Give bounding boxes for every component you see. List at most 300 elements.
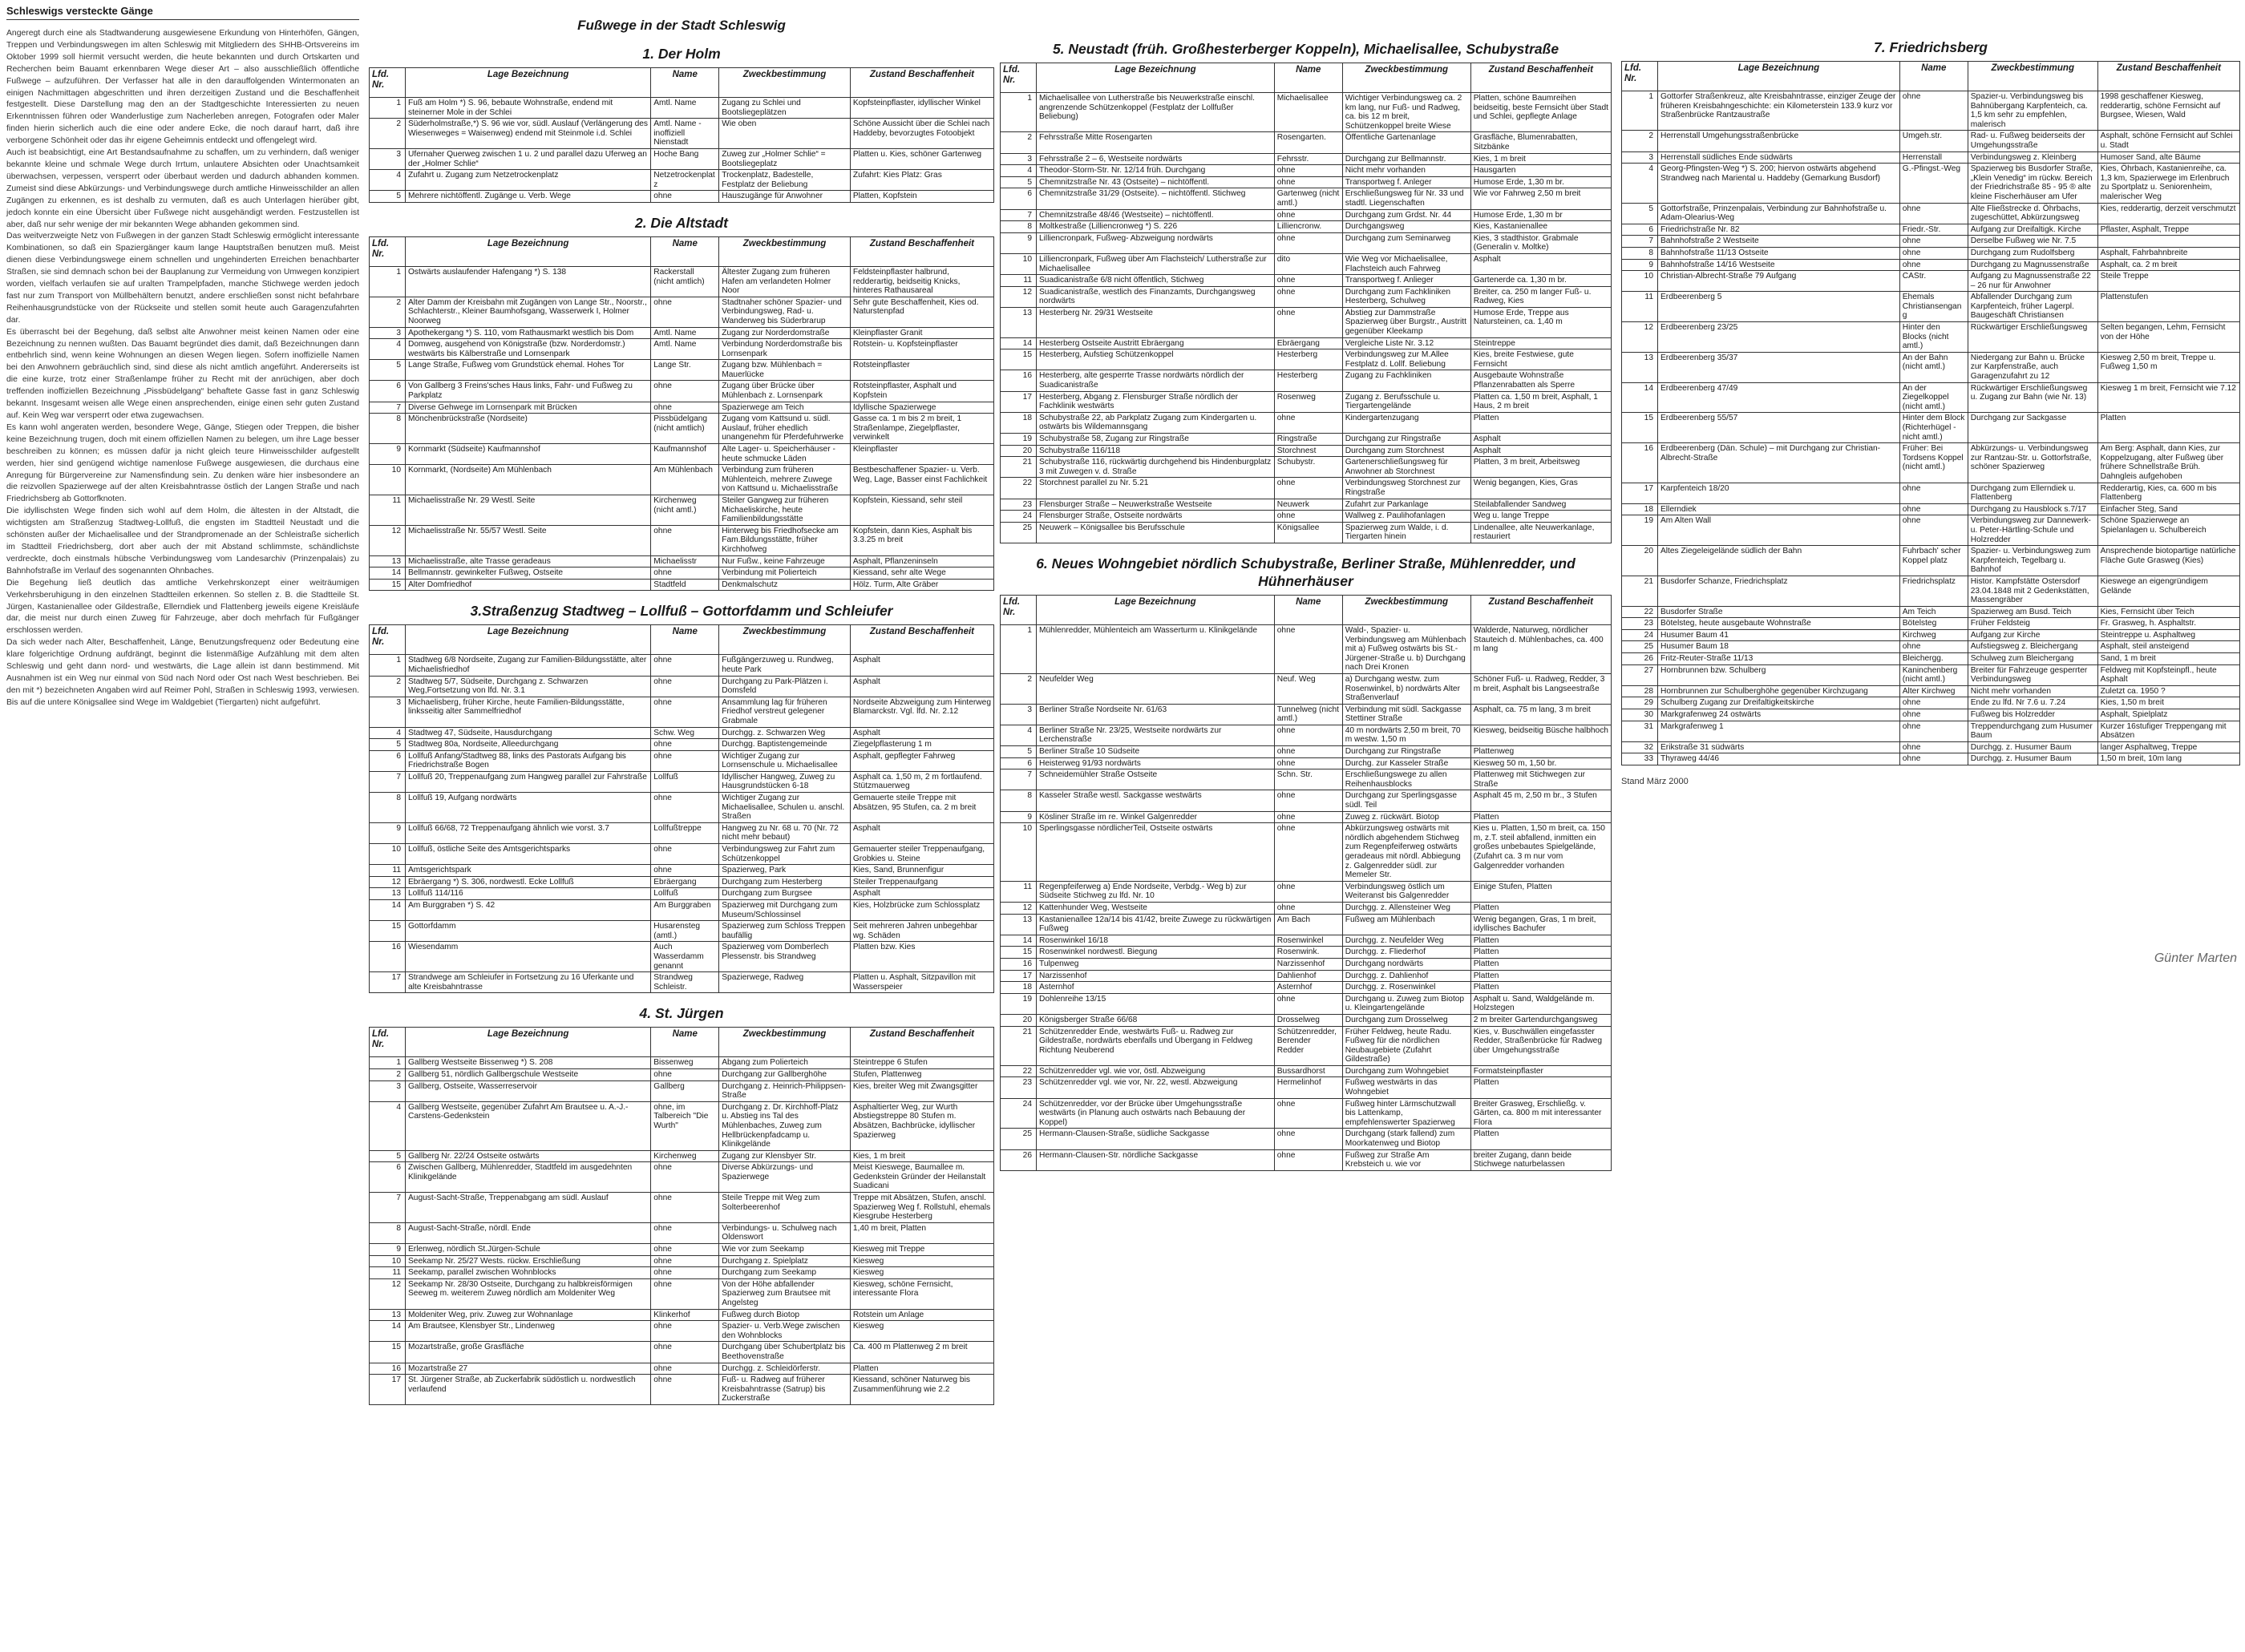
cell-lage: Georg-Pfingsten-Weg *) S. 200; hiervon ostwärts abgehend Strandweg nach Mariental u. Haddeby (Gemarkung Busdorf) [1658,164,1900,203]
cell-nr: 2 [370,119,406,149]
table-row [370,1222,994,1243]
column-header-zweck: Zweckbestimmung [1968,62,2097,91]
cell-lage: Am Brautsee, Klensbyer Str., Lindenweg [406,1321,651,1342]
cell-name: ohne [651,1363,719,1375]
cell-nr: 3 [370,1080,406,1101]
cell-name: Lollfußtreppe [651,822,719,843]
cell-zweck: Alte Lager- u. Speicherhäuser - heute schmucke Läden [719,444,851,465]
cell-zweck: Durchgang zum Drosselweg [1342,1014,1470,1026]
cell-zweck: Abkürzungsweg ostwärts mit nördlich abgehendem Stichweg zum Regenpfeiferweg ostwärts geradeaus mit nördl. Abbiegung z. Galgenredder südl. zur Memeler Str. [1342,823,1470,882]
column-header-nr: Lfd. Nr. [370,1028,406,1057]
cell-zustand: Lindenallee, alte Neuwerkanlage, restauriert [1470,522,1611,543]
cell-nr: 9 [1622,259,1658,271]
table-row [370,888,994,900]
cell-zweck: Verbindungsweg östlich um Weiteranst bis Galgenredder [1342,881,1470,902]
cell-lage: Altes Ziegeleigelände südlich der Bahn [1658,546,1900,576]
cell-lage: Michaelisstraße, alte Trasse geradeaus [406,555,651,567]
cell-name: ohne [1899,741,1968,753]
column-header-lage: Lage Bezeichnung [1037,595,1275,624]
cell-lage: St. Jürgener Straße, ab Zuckerfabrik südöstlich u. nordwestlich verlaufend [406,1375,651,1405]
cell-lage: Bahnhofstraße 2 Westseite [1658,236,1900,248]
cell-name: ohne [1899,503,1968,515]
cell-nr: 17 [1622,483,1658,503]
cell-nr: 5 [1001,176,1037,188]
cell-lage: Schulberg Zugang zur Dreifaltigkeitskirche [1658,697,1900,709]
cell-name: ohne [651,655,719,676]
section-st-juergen [369,1004,994,1405]
cell-zweck: Transportweg f. Anleger [1342,176,1470,188]
table-row [370,1057,994,1069]
cell-zweck: Durchgg. z. Schleidörferstr. [719,1363,851,1375]
cell-zustand: Selten begangen, Lehm, Fernsicht von der Höhe [2097,322,2239,353]
cell-name: ohne [1274,811,1342,823]
cell-lage: Lollfuß 114/116 [406,888,651,900]
table-row [370,1255,994,1267]
table-row [370,1162,994,1193]
cell-lage: Hesterberg Nr. 29/31 Westseite [1037,307,1275,337]
cell-name: ohne [1899,236,1968,248]
cell-zweck: Aufstiegsweg z. Bleichergang [1968,641,2097,653]
cell-zweck: Nicht mehr vorhanden [1342,165,1470,177]
cell-zustand: Walderde, Naturweg, nördlicher Stauteich d. Mühlenbaches, ca. 400 m lang [1470,624,1611,673]
cell-zweck: Durchgang zum Hesterberg [719,876,851,888]
cell-lage: Lilliencronpark, Fußweg- Abzweigung nordwärts [1037,232,1275,253]
cell-name: Storchnest [1274,445,1342,457]
cell-lage: Friedrichstraße Nr. 82 [1658,224,1900,236]
cell-zweck: a) Durchgang westw. zum Rosenwinkel, b) nordwärts Alter Straßenverlauf [1342,673,1470,704]
cell-name: Kaninchenberg (nicht amtl.) [1899,664,1968,685]
cell-zustand: Kies, 3 stadthistor. Grabmale (Generalin v. Moltke) [1470,232,1611,253]
cell-zweck: Spazierweg zum Schloss Treppen baufällig [719,921,851,942]
cell-zustand: Kiesweg [850,1321,993,1342]
cell-zustand: Asphalt 45 m, 2,50 m br., 3 Stufen [1470,790,1611,811]
cell-zustand: Zuletzt ca. 1950 ? [2097,685,2239,697]
cell-lage: Asternhof [1037,982,1275,994]
table-row [1001,232,1612,253]
table-row [1622,606,2240,618]
cell-zustand: Kies, breite Festwiese, gute Fernsicht [1470,349,1611,370]
cell-lage: Neufelder Weg [1037,673,1275,704]
table-row [370,1267,994,1279]
cell-name: ohne [651,1321,719,1342]
cell-name: ohne [1274,1129,1342,1149]
table-row [1001,275,1612,287]
cell-zweck: Zuweg z. rückwärt. Biotop [1342,811,1470,823]
table-row [370,1309,994,1321]
table-row [1001,511,1612,523]
cell-zustand: Nordseite Abzweigung zum Hinterweg Blamarckstr. Vgl. lfd. Nr. 2.12 [850,697,993,727]
cell-nr: 1 [370,266,406,297]
cell-nr: 30 [1622,709,1658,721]
cell-zustand: Kiesweg, schöne Fernsicht, interessante Flora [850,1278,993,1309]
cell-zustand: Idyllische Spazierwege [850,402,993,414]
cell-name: Rosenweg [1274,391,1342,412]
cell-nr: 16 [370,1363,406,1375]
cell-zweck: Abkürzungs- u. Verbindungsweg zur Rantzau-Str. u. Gottorfstraße, schöner Spazierweg [1968,443,2097,483]
table-row [1001,811,1612,823]
footpath-table [1000,595,1612,1171]
column-header-name: Name [1899,62,1968,91]
cell-lage: Königsberger Straße 66/68 [1037,1014,1275,1026]
cell-nr: 28 [1622,685,1658,697]
cell-zustand: Platten [850,1363,993,1375]
table-row [370,697,994,727]
cell-nr: 7 [1001,769,1037,790]
cell-nr: 6 [1622,224,1658,236]
cell-zustand: Asphalt [850,727,993,739]
cell-name: ohne [651,793,719,823]
cell-zweck: Spazierweg vom Domberlech Plessenstr. bis Strandweg [719,942,851,972]
cell-nr: 10 [1622,271,1658,292]
cell-nr: 6 [370,750,406,771]
table-row [1622,515,2240,546]
cell-zustand: Gasse ca. 1 m bis 2 m breit, 1 Straßenlampe, Ziegelpflaster, verwinkelt [850,414,993,444]
cell-lage: Storchnest parallel zu Nr. 5.21 [1037,478,1275,499]
cell-zustand: Seit mehreren Jahren unbegehbar wg. Schäden [850,921,993,942]
cell-zustand: breiter Zugang, dann beide Stichwege naturbelassen [1470,1149,1611,1170]
table-row [1001,982,1612,994]
cell-lage: Schubystraße 22, ab Parkplatz Zugang zum Kindergarten u. ostwärts bis Wildemannsgang [1037,412,1275,433]
cell-name: ohne [1274,286,1342,307]
cell-nr: 8 [1001,221,1037,233]
cell-zustand: Rotsteinpflaster [850,360,993,381]
cell-lage: Tulpenweg [1037,958,1275,970]
cell-name: ohne [1274,1149,1342,1170]
cell-zweck: Wichtiger Verbindungsweg ca. 2 km lang, nur Fuß- und Radweg, ca. bis 12 m breit, Schützenkoppel breite Wiese [1342,93,1470,132]
cell-lage: Schneidemühler Straße Ostseite [1037,769,1275,790]
cell-nr: 22 [1001,1065,1037,1077]
cell-lage: Fehrsstraße 2 – 6, Westseite nordwärts [1037,153,1275,165]
cell-name: ohne [1274,746,1342,758]
cell-zustand: 2 m breiter Gartendurchgangsweg [1470,1014,1611,1026]
cell-nr: 15 [370,579,406,591]
column-header-lage: Lage Bezeichnung [406,236,651,266]
cell-lage: Bötelsteg, heute ausgebaute Wohnstraße [1658,618,1900,630]
cell-zweck: Denkmalschutz [719,579,851,591]
cell-zustand: Asphalt u. Sand, Waldgelände m. Holzstegen [1470,993,1611,1014]
table-row [1001,970,1612,982]
cell-lage: Hesterberg Ostseite Austritt Ebräergang [1037,337,1275,349]
cell-zweck: Schulweg zum Bleichergang [1968,653,2097,665]
cell-zweck: Zugang zu Fachkliniken [1342,370,1470,391]
cell-zweck: Histor. Kampfstätte Ostersdorf 23.04.1848 mit 2 Gedenkstätten, Massengräber [1968,576,2097,606]
cell-nr: 26 [1622,653,1658,665]
cell-name: ohne [1899,709,1968,721]
cell-lage: Erlenweg, nördlich St.Jürgen-Schule [406,1244,651,1256]
cell-nr: 17 [370,1375,406,1405]
table-row [1001,337,1612,349]
cell-nr: 24 [1001,511,1037,523]
cell-lage: Christian-Albrecht-Straße 79 Aufgang [1658,271,1900,292]
cell-zustand: Stufen, Plattenweg [850,1068,993,1080]
section-altstadt [369,214,994,591]
cell-lage: Chemnitzstraße Nr. 43 (Ostseite) – nichtöffentl. [1037,176,1275,188]
cell-lage: Alter Damm der Kreisbahn mit Zugängen von Lange Str., Noorstr., Schlachterstr., Kleiner Baumhofsgang, Wasserwerk I, Holmer Noorweg [406,297,651,327]
cell-zustand: Asphalt, Pflanzeninseln [850,555,993,567]
cell-lage: Diverse Gehwege im Lornsenpark mit Brücken [406,402,651,414]
cell-lage: Hesterberg, Aufstieg Schützenkoppel [1037,349,1275,370]
cell-nr: 7 [370,771,406,792]
cell-name: ohne [651,297,719,327]
cell-name: ohne [1274,790,1342,811]
table-row [1001,153,1612,165]
cell-lage: Strandwege am Schleiufer in Fortsetzung zu 16 Uferkante und alte Kreisbahntrasse [406,972,651,993]
cell-zustand: Ca. 400 m Plattenweg 2 m breit [850,1342,993,1363]
table-row [1622,151,2240,164]
cell-zweck: Aufgang zur Dreifaltigk. Kirche [1968,224,2097,236]
table-row [370,1278,994,1309]
cell-lage: Domweg, ausgehend von Königstraße (bzw. Norderdomstr.) westwärts bis Kälberstraße und Lornsenpark [406,339,651,360]
cell-zweck: Zugang vom Kattsund u. südl. Auslauf, früher ehedlich unangenehm für Pferdefuhrwerke [719,414,851,444]
cell-nr: 10 [1001,823,1037,882]
cell-zustand: Platten [1470,1129,1611,1149]
cell-zustand: Asphalt [850,655,993,676]
table-row [1622,685,2240,697]
cell-zweck: Durchgang zum Fachkliniken Hesterberg, Schulweg [1342,286,1470,307]
section-neues-wohngebiet [1000,555,1612,1171]
column-header-zustand: Zustand Beschaffenheit [850,625,993,655]
table-row [1622,382,2240,413]
cell-name: Kaufmannshof [651,444,719,465]
cell-zweck: Verbindungsweg zur Fahrt zum Schützenkoppel [719,844,851,865]
cell-zustand: Humoser Sand, alte Bäume [2097,151,2239,164]
cell-zweck: Durchgang zur Ringstraße [1342,746,1470,758]
cell-name: Am Burggraben [651,900,719,921]
table-row [1001,993,1612,1014]
table-row [370,1363,994,1375]
cell-zustand: Kurzer 16stufiger Treppengang mit Absätzen [2097,721,2239,741]
cell-nr: 13 [1001,914,1037,935]
table-row [1622,753,2240,765]
cell-nr: 15 [370,921,406,942]
cell-nr: 12 [370,525,406,555]
cell-zustand: Rotstein- u. Kopfsteinpflaster [850,339,993,360]
table-row [1001,914,1612,935]
cell-zweck: Durchgg. z. Husumer Baum [1968,753,2097,765]
cell-lage: Chemnitzstraße 31/29 (Ostseite). – nichtöffentl. Stichweg [1037,188,1275,209]
cell-nr: 7 [370,402,406,414]
cell-zweck: Durchgang zur Sperlingsgasse südl. Teil [1342,790,1470,811]
cell-zweck: Spazierweg, Park [719,865,851,877]
cell-name: Auch Wasserdamm genannt [651,942,719,972]
cell-lage: Stadtweg 80a, Nordseite, Alleedurchgang [406,739,651,751]
cell-zustand: Hausgarten [1470,165,1611,177]
table-row [1001,725,1612,745]
cell-zweck: Wie oben [719,119,851,149]
cell-zweck: Spazierweg bis Busdorfer Straße, „Klein Venedig“ im rückw. Bereich der Friedrichstraße 85 - 95 ® alte kleine Fischerhäuser am Ufer [1968,164,2097,203]
cell-zustand: Kiesweg 2,50 m breit, Treppe u. Fußweg 1,50 m [2097,352,2239,382]
cell-nr: 17 [1001,391,1037,412]
cell-lage: Fritz-Reuter-Straße 11/13 [1658,653,1900,665]
cell-lage: Erdbeerenberg 5 [1658,292,1900,322]
cell-lage: Von Gallberg 3 Freins'sches Haus links, Fahr- und Fußweg zu Parkplatz [406,381,651,402]
cell-zweck: Hauszugänge für Anwohner [719,191,851,203]
cell-zustand: Platten [1470,970,1611,982]
table-row [1622,292,2240,322]
cell-nr: 22 [1622,606,1658,618]
cell-zustand: Platten, 3 m breit, Arbeitsweg [1470,457,1611,478]
cell-zweck: Abgang zum Polierteich [719,1057,851,1069]
table-row [370,822,994,843]
cell-zweck: Abfallender Durchgang zum Karpfenteich, früher Lagerpl. Baugeschäft Christiansen [1968,292,2097,322]
table-row [1001,286,1612,307]
table-row [1622,503,2240,515]
cell-zweck: Durchgangsweg [1342,221,1470,233]
cell-zustand: Kleinpflaster Granit [850,327,993,339]
cell-name: ohne [1274,209,1342,221]
cell-nr: 32 [1622,741,1658,753]
cell-name: Pissbüdelgang (nicht amtlich) [651,414,719,444]
cell-zustand: Platten [1470,935,1611,947]
section-title: 3.Straßenzug Stadtweg – Lollfuß – Gottorfdamm und Schleiufer [470,603,893,620]
cell-nr: 9 [370,444,406,465]
cell-zustand: Kopfstein, dann Kies, Asphalt bis 3.3.25 m breit [850,525,993,555]
cell-name: Dahlienhof [1274,970,1342,982]
cell-lage: Busdorfer Straße [1658,606,1900,618]
cell-nr: 14 [1001,935,1037,947]
cell-zustand: Asphaltierter Weg, zur Wurth Abstiegstreppe 80 Stufen m. Absätzen, Bachbrücke, idyllischer Spazierweg [850,1101,993,1150]
cell-zustand: Humose Erde, 1,30 m br [1470,209,1611,221]
cell-name: CAStr. [1899,271,1968,292]
cell-zweck: Durchgang zum Grdst. Nr. 44 [1342,209,1470,221]
cell-lage: Lollfuß 19, Aufgang nordwärts [406,793,651,823]
cell-nr: 13 [1622,352,1658,382]
cell-name: Ebräergang [1274,337,1342,349]
cell-zustand [2097,236,2239,248]
cell-zweck: Gartenerschließungsweg für Anwohner ab Storchnest [1342,457,1470,478]
cell-zweck: Steiler Gangweg zur früheren Michaeliskirche, heute Familienbildungsstätte [719,495,851,526]
cell-nr: 3 [1001,153,1037,165]
cell-nr: 14 [370,900,406,921]
table-row [1001,93,1612,132]
cell-zustand: Kiessand, schöner Naturweg bis Zusammenführung wie 2.2 [850,1375,993,1405]
cell-zustand: Platten u. Kies, schöner Gartenweg [850,148,993,169]
cell-zweck: Durchgang zur Gallberghöhe [719,1068,851,1080]
column-header-zweck: Zweckbestimmung [1342,63,1470,93]
cell-lage: Hornbrunnen bzw. Schulberg [1658,664,1900,685]
cell-nr: 7 [1001,209,1037,221]
cell-zustand: Asphalt [850,888,993,900]
table-row [1001,704,1612,725]
cell-zweck: Aufgang zur Kirche [1968,629,2097,641]
cell-zustand: Kies, v. Buschwällen eingefasster Redder, Straßenbrücke für Radweg über Umgehungsstraße [1470,1026,1611,1065]
cell-lage: Zwischen Gallberg, Mühlenredder, Stadtfeld im ausgedehnten Klinikgelände [406,1162,651,1193]
cell-nr: 4 [370,339,406,360]
cell-zustand: Asphalt, steil ansteigend [2097,641,2239,653]
cell-zweck: Durchgang z. Spielplatz [719,1255,851,1267]
table-row [1001,165,1612,177]
cell-nr: 14 [370,567,406,580]
cell-lage: Seekamp Nr. 25/27 Wests. rückw. Erschließung [406,1255,651,1267]
cell-name: ohne [1274,902,1342,914]
cell-zweck: Verbindungs- u. Schulweg nach Oldenswort [719,1222,851,1243]
cell-name: Bleichergg. [1899,653,1968,665]
cell-lage: Lollfuß 66/68, 72 Treppenaufgang ähnlich wie vorst. 3.7 [406,822,651,843]
cell-zustand: Kies, Kastanienallee [1470,221,1611,233]
table-row [370,148,994,169]
cell-zustand: Kies, redderartig, derzeit verschmutzt [2097,203,2239,224]
cell-zweck: Derselbe Fußweg wie Nr. 7.5 [1968,236,2097,248]
cell-nr: 10 [370,465,406,495]
cell-nr: 4 [370,1101,406,1150]
cell-zweck: Verbindung Norderdomstraße bis Lornsenpark [719,339,851,360]
cell-zustand: Kies, 1 m breit [1470,153,1611,165]
cell-name: ohne [1274,232,1342,253]
cell-lage: Kösliner Straße im re. Winkel Galgenredder [1037,811,1275,823]
cell-nr: 5 [1622,203,1658,224]
cell-nr: 24 [1001,1098,1037,1129]
cell-name: Am Teich [1899,606,1968,618]
cell-name: Lilliencronw. [1274,221,1342,233]
cell-lage: August-Sacht-Straße, Treppenabgang am südl. Auslauf [406,1193,651,1223]
column-header-zustand: Zustand Beschaffenheit [1470,63,1611,93]
cell-zweck: Nur Fußw., keine Fahrzeuge [719,555,851,567]
table-header-row [370,1028,994,1057]
cell-nr: 10 [1001,253,1037,274]
table-row [1001,746,1612,758]
cell-name: ohne [1899,91,1968,131]
cell-name: ohne [1274,176,1342,188]
cell-lage: Am Alten Wall [1658,515,1900,546]
cell-nr: 8 [1622,247,1658,259]
cell-lage: Hesterberg, alte gesperrte Trasse nordwärts nördlich der Suadicanistraße [1037,370,1275,391]
cell-lage: Fuß am Holm *) S. 96, bebaute Wohnstraße, endend mit steinerner Mole in der Schlei [406,98,651,119]
cell-name: Gallberg [651,1080,719,1101]
cell-name: Hermelinhof [1274,1077,1342,1098]
table-row [370,1244,994,1256]
cell-lage: Chemnitzstraße 48/46 (Westseite) – nichtöffentl. [1037,209,1275,221]
cell-zustand: Asphalt, gepflegter Fahrweg [850,750,993,771]
cell-lage: Erdbeerenberg 55/57 [1658,413,1900,443]
cell-name: ohne [651,1375,719,1405]
table-row [370,555,994,567]
intro-body [6,28,359,709]
table-row [370,465,994,495]
table-row [1622,259,2240,271]
cell-nr: 4 [1001,725,1037,745]
cell-lage: Suadicanistraße 6/8 nicht öffentlich, Stichweg [1037,275,1275,287]
cell-nr: 22 [1001,478,1037,499]
cell-nr: 13 [1001,307,1037,337]
cell-nr: 4 [1622,164,1658,203]
cell-name: ohne [1274,881,1342,902]
cell-lage: Lollfuß, östliche Seite des Amtsgerichtsparks [406,844,651,865]
cell-lage: Hermann-Clausen-Str. nördliche Sackgasse [1037,1149,1275,1170]
cell-name: Ringstraße [1274,434,1342,446]
cell-lage: Gallberg Westseite Bissenweg *) S. 208 [406,1057,651,1069]
cell-lage: Gallberg 51, nördlich Gallbergschule Westseite [406,1068,651,1080]
cell-lage: Theodor-Storm-Str. Nr. 12/14 früh. Durchgang [1037,165,1275,177]
cell-lage: Schützenredder vgl. wie vor, östl. Abzweigung [1037,1065,1275,1077]
cell-nr: 14 [1622,382,1658,413]
table-row [370,297,994,327]
cell-zustand: Einige Stufen, Platten [1470,881,1611,902]
cell-zustand: Ansprechende biotopartige natürliche Fläche Gute Grasweg (Kies) [2097,546,2239,576]
cell-name: ohne [1899,259,1968,271]
cell-zweck: Erschließungsweg für Nr. 33 und stadtl. Liegenschaften [1342,188,1470,209]
cell-lage: Husumer Baum 18 [1658,641,1900,653]
cell-name: An der Bahn (nicht amtl.) [1899,352,1968,382]
table-row [1001,673,1612,704]
cell-nr: 2 [1001,673,1037,704]
cell-zweck: Fußweg hinter Lärmschutzwall bis Lattenkamp, empfehlenswerter Spazierweg [1342,1098,1470,1129]
cell-zweck: Durchgang zum Seminarweg [1342,232,1470,253]
table-row [370,900,994,921]
cell-zustand: Platten [2097,413,2239,443]
cell-lage: Zufahrt u. Zugang zum Netzetrockenplatz [406,170,651,191]
cell-nr: 29 [1622,697,1658,709]
cell-zustand: Platten [1470,958,1611,970]
